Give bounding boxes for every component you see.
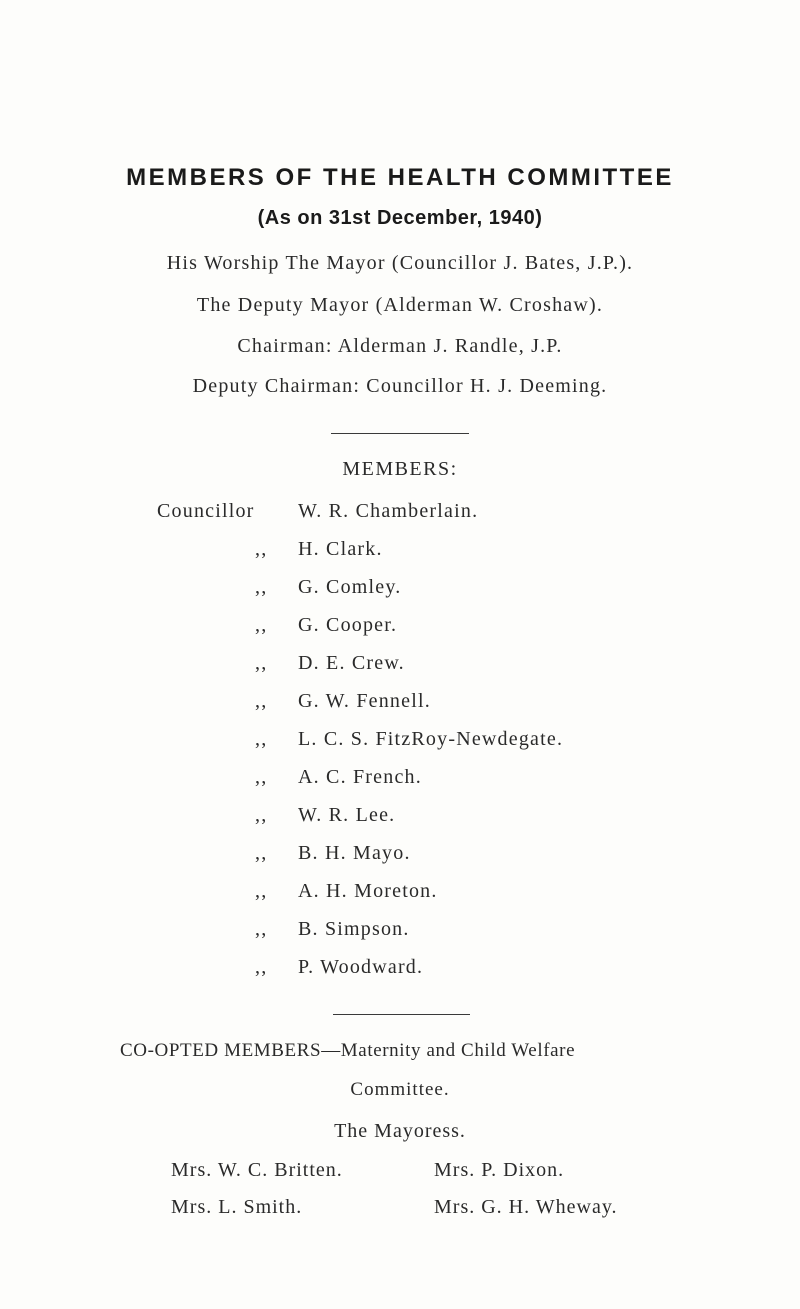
ditto-mark: ,, <box>255 880 268 902</box>
member-row <box>0 500 800 526</box>
member-name: A. H. Moreton. <box>298 880 438 902</box>
member-name: H. Clark. <box>298 538 383 560</box>
ditto-mark: ,, <box>255 690 268 712</box>
page-title: MEMBERS OF THE HEALTH COMMITTEE <box>126 164 674 191</box>
ditto-mark: ,, <box>255 956 268 978</box>
chairman-line: Chairman: Alderman J. Randle, J.P. <box>237 335 563 357</box>
mayoress-line: The Mayoress. <box>334 1120 466 1142</box>
member-row <box>0 576 800 602</box>
member-row <box>0 728 800 754</box>
member-row <box>0 614 800 640</box>
ditto-mark: ,, <box>255 728 268 750</box>
member-name: B. Simpson. <box>298 918 410 940</box>
coopted-heading: CO-OPTED MEMBERS—Maternity and Child Welfare <box>120 1040 576 1061</box>
coopted-member: Mrs. W. C. Britten. <box>171 1159 343 1181</box>
ditto-mark: ,, <box>255 804 268 826</box>
coopted-member: Mrs. G. H. Wheway. <box>434 1196 618 1218</box>
ditto-mark: ,, <box>255 918 268 940</box>
section-divider <box>331 433 469 434</box>
member-name: G. Cooper. <box>298 614 398 636</box>
member-name: D. E. Crew. <box>298 652 405 674</box>
ditto-mark: ,, <box>255 652 268 674</box>
member-row <box>0 804 800 830</box>
ditto-mark: ,, <box>255 766 268 788</box>
date-subtitle: (As on 31st December, 1940) <box>257 207 543 229</box>
deputy-chairman-line: Deputy Chairman: Councillor H. J. Deeming. <box>192 375 608 397</box>
coopted-heading-continued: Committee. <box>350 1079 450 1100</box>
deputy-mayor-line: The Deputy Mayor (Alderman W. Croshaw). <box>196 294 604 316</box>
member-row <box>0 880 800 906</box>
member-row <box>0 652 800 678</box>
member-name: L. C. S. FitzRoy-Newdegate. <box>298 728 564 750</box>
member-name: A. C. French. <box>298 766 422 788</box>
ditto-mark: ,, <box>255 842 268 864</box>
member-row <box>0 538 800 564</box>
member-name: G. W. Fennell. <box>298 690 431 712</box>
member-row <box>0 842 800 868</box>
ditto-mark: ,, <box>255 538 268 560</box>
ditto-mark: ,, <box>255 614 268 636</box>
mayor-line: His Worship The Mayor (Councillor J. Bates, J.P.). <box>166 252 634 274</box>
member-title-prefix: Councillor <box>157 500 255 522</box>
member-name: W. R. Lee. <box>298 804 396 826</box>
member-row <box>0 918 800 944</box>
member-row <box>0 956 800 982</box>
members-heading: MEMBERS: <box>342 458 458 480</box>
member-name: W. R. Chamberlain. <box>298 500 479 522</box>
ditto-mark: ,, <box>255 576 268 598</box>
member-row <box>0 766 800 792</box>
member-row <box>0 690 800 716</box>
member-name: P. Woodward. <box>298 956 424 978</box>
coopted-member: Mrs. L. Smith. <box>171 1196 303 1218</box>
member-name: B. H. Mayo. <box>298 842 411 864</box>
coopted-member: Mrs. P. Dixon. <box>434 1159 565 1181</box>
section-divider <box>333 1014 470 1015</box>
member-name: G. Comley. <box>298 576 402 598</box>
